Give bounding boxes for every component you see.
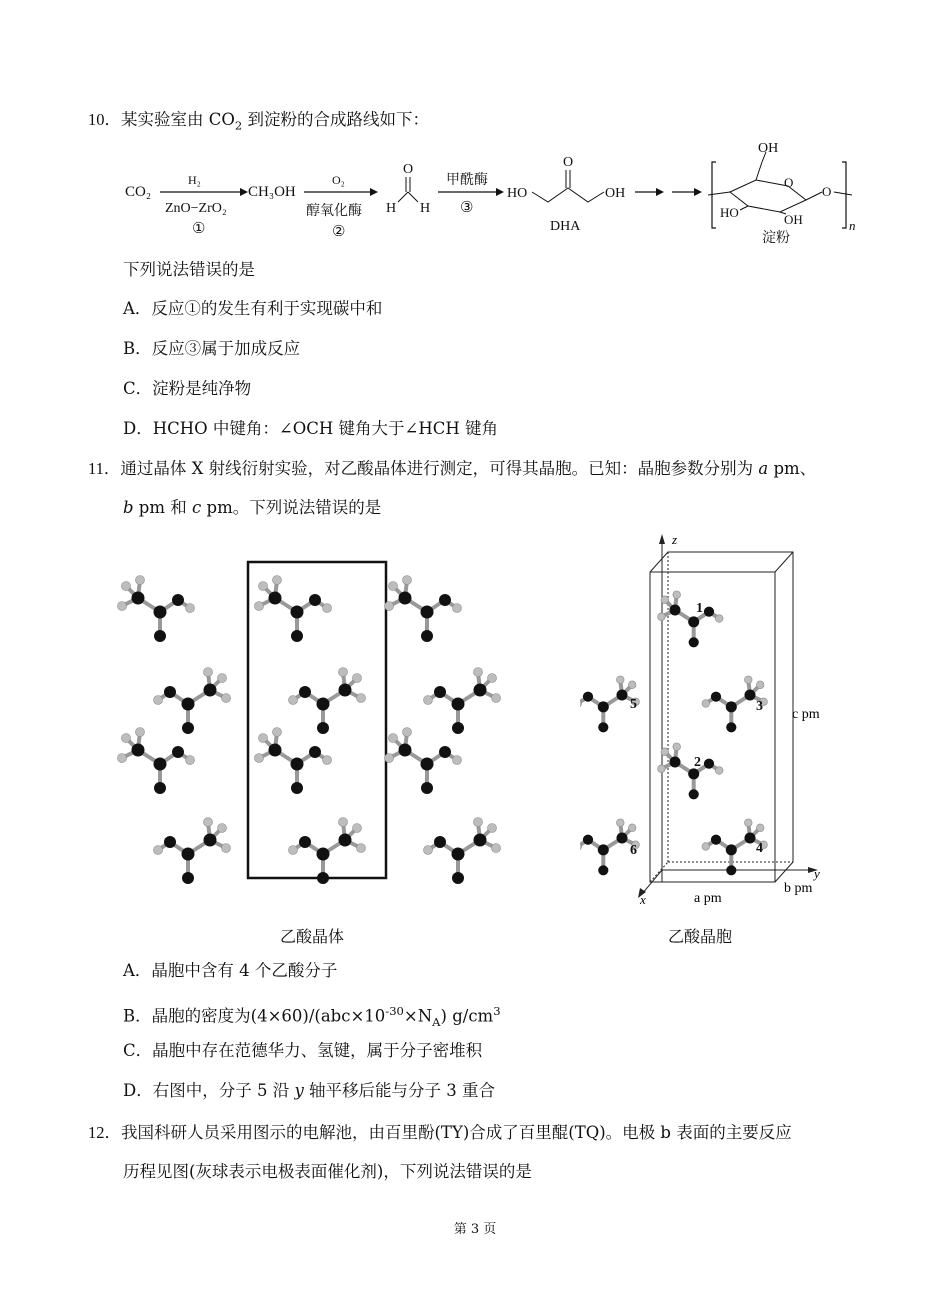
q12-stem-line2: 历程见图(灰球表示电极表面催化剂)，下列说法错误的是 [123,1162,532,1181]
svg-text:n: n [849,218,856,233]
q11-option-d[interactable]: D．右图中，分子 5 沿 y 轴平移后能与分子 3 重合 [123,1081,496,1100]
a-pm-label: a pm [694,891,722,906]
page-footer: 第 3 页 [453,1222,497,1237]
acetic-acid-molecule [255,576,332,643]
acetic-acid-molecule [385,728,462,795]
acetic-acid-molecule [154,818,231,885]
q10-prompt: 下列说法错误的是 [123,260,255,279]
svg-text:H: H [386,201,397,216]
svg-text:H: H [420,201,431,216]
svg-text:O₂: O₂ [332,173,345,187]
q10-option-c[interactable]: C．淀粉是纯净物 [123,379,252,398]
svg-text:HO: HO [507,186,528,201]
svg-text:醇氧化酶: 醇氧化酶 [306,204,362,219]
y-axis-label: y [814,866,820,881]
svg-text:HO: HO [720,205,739,220]
q12-number: 12． [88,1123,121,1142]
molecule-4-label: 4 [756,841,763,856]
acetic-acid-crystal-figure [100,550,560,890]
svg-text:甲酰酶: 甲酰酶 [446,173,488,188]
svg-text:O: O [563,155,574,170]
svg-text:①: ① [192,221,206,237]
molecule-3-label: 3 [756,699,763,714]
q10-stem: 10．某实验室由 $CO_2$ 到淀粉的合成路线如下： [88,110,430,133]
acetic-acid-molecule [289,668,366,735]
q11-stem-line2: b pm 和 c pm。下列说法错误的是 [123,498,382,517]
molecule-5-label: 5 [630,697,637,712]
svg-text:O: O [784,175,794,190]
unit-cell-frame [248,562,386,878]
acetic-acid-molecule [289,818,366,885]
acetic-acid-molecule [154,668,231,735]
molecule-2-label: 2 [694,755,701,770]
svg-text:OH: OH [758,141,779,156]
acetic-acid-unit-cell-figure [580,530,850,910]
q10-option-a[interactable]: A．反应①的发生有利于实现碳中和 [123,299,383,318]
q11-option-b[interactable]: B．晶胞的密度为$(4\times 60)/(abc\times 10^{-30}\times N_A)$ $g/cm^3$ [123,1004,501,1029]
svg-text:③: ③ [460,200,474,216]
q11-stem-line1: 11．通过晶体 X 射线衍射实验，对乙酸晶体进行测定，可得其晶胞。已知：晶胞参数分别为 a pm、 [88,459,817,478]
svg-text:ZnO−ZrO₂: ZnO−ZrO₂ [165,201,227,216]
acetic-acid-molecule [658,743,723,800]
svg-text:H₂: H₂ [188,173,201,187]
q10-synthesis-scheme [120,140,880,255]
q11-option-c[interactable]: C．晶胞中存在范德华力、氢键，属于分子密堆积 [123,1041,483,1060]
formaldehyde-structure [386,162,430,216]
acetic-acid-molecule [255,728,332,795]
q10-option-b[interactable]: B．反应③属于加成反应 [123,339,301,358]
b-pm-label: b pm [784,881,813,896]
q10-number: 10． [88,110,121,129]
svg-text:O: O [403,162,414,177]
co2-label: CO₂ [125,184,152,200]
svg-text:OH: OH [605,186,626,201]
c-pm-label: c pm [792,707,820,722]
unit-cell-caption: 乙酸晶胞 [668,927,733,946]
svg-text:DHA: DHA [550,219,581,234]
x-axis-label: x [640,892,646,907]
molecule-6-label: 6 [630,843,637,858]
svg-text:O: O [822,184,832,199]
svg-text:②: ② [332,224,346,240]
q11-number: 11． [88,459,121,478]
dha-structure [507,155,625,234]
acetic-acid-molecule [385,576,462,643]
z-axis-label: z [672,532,678,547]
svg-text:OH: OH [784,212,803,227]
svg-text:淀粉: 淀粉 [762,231,790,246]
acetic-acid-molecule [118,576,195,643]
q12-stem-line1: 12．我国科研人员采用图示的电解池，由百里酚(TY)合成了百里醌(TQ)。电极 b 表面的主要反应 [88,1123,792,1142]
acetic-acid-molecule [118,728,195,795]
q11-option-a[interactable]: A．晶胞中含有 4 个乙酸分子 [123,961,338,980]
molecule-1-label: 1 [696,601,703,616]
starch-structure [708,141,856,246]
acetic-acid-molecule [658,591,723,648]
crystal-caption: 乙酸晶体 [280,927,345,946]
acetic-acid-molecule [424,818,501,885]
q10-option-d[interactable]: D．HCHO 中键角：∠OCH 键角大于∠HCH 键角 [123,419,498,438]
acetic-acid-molecule [424,668,501,735]
methanol-label: CH₃OH [248,184,296,200]
